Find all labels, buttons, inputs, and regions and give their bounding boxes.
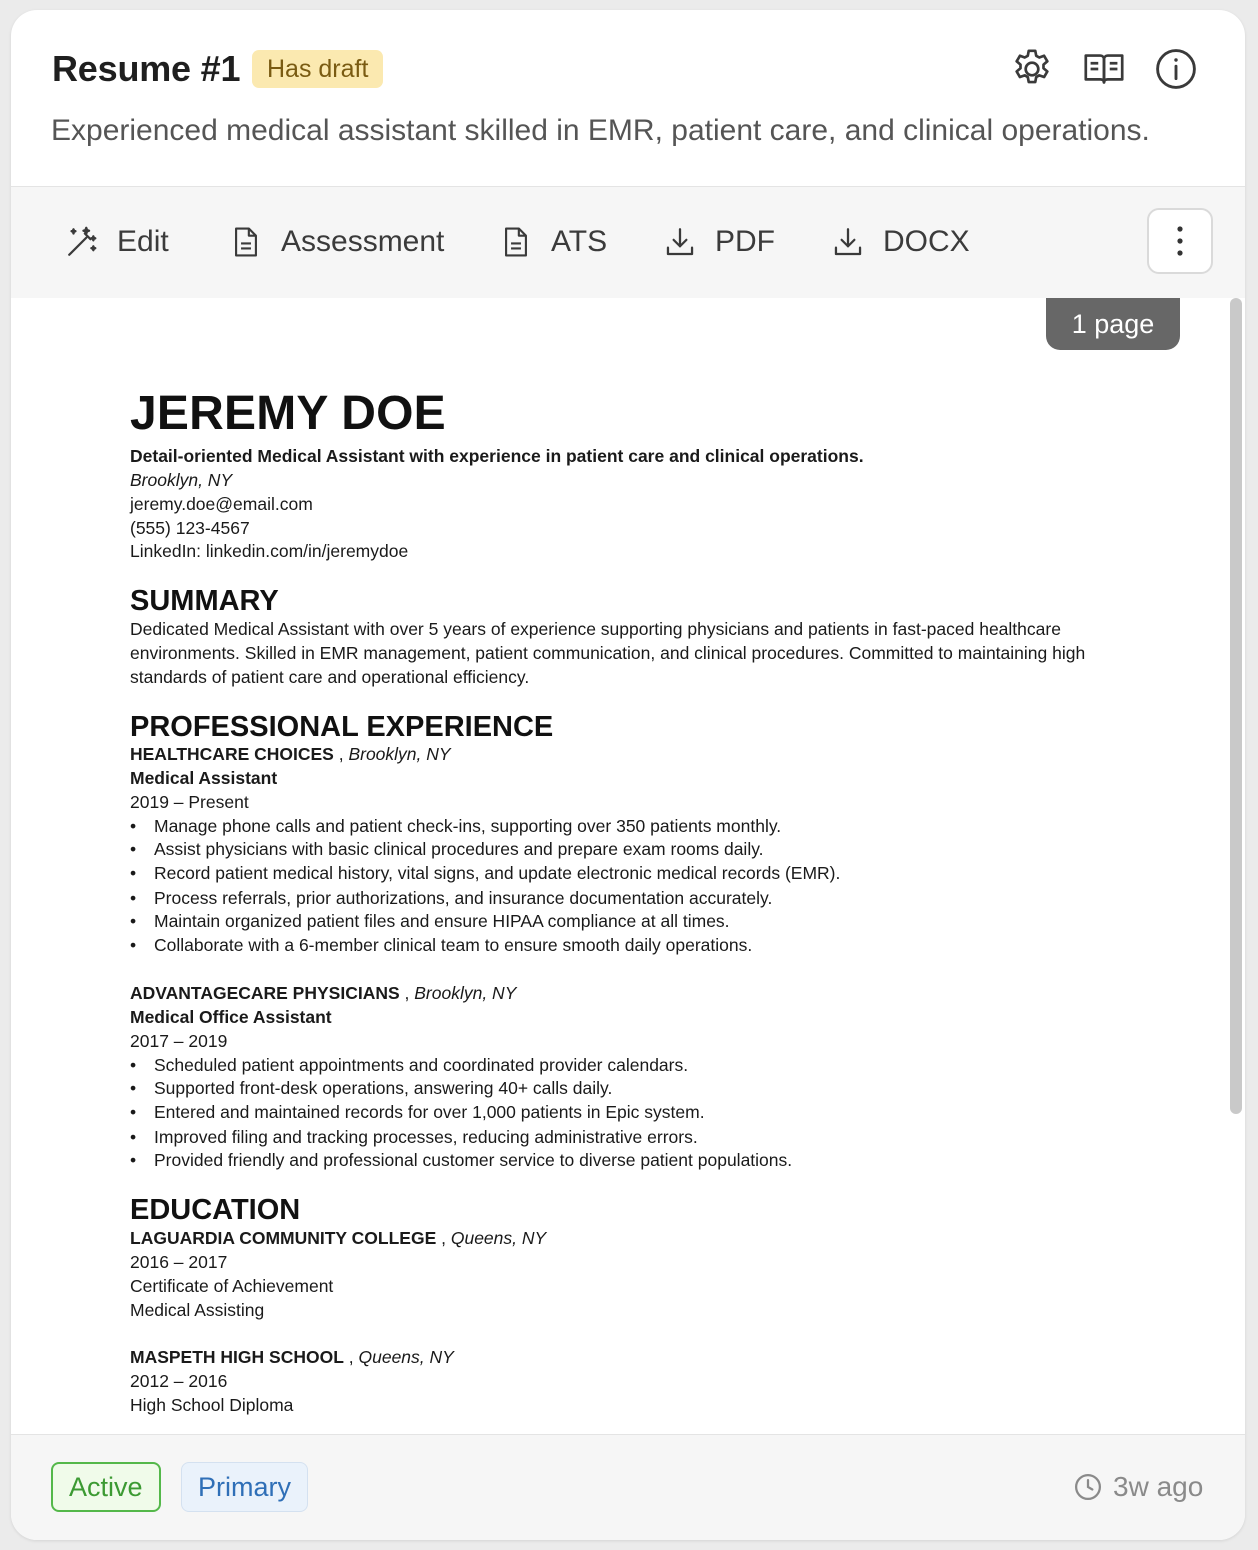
card-header — [11, 10, 1245, 186]
draft-badge: Has draft — [252, 50, 383, 88]
more-options-button[interactable] — [1147, 208, 1213, 274]
updated-label: 3w ago — [1113, 1471, 1204, 1502]
job-dates: 2017 – 2019 — [130, 1031, 228, 1051]
resume-description: Experienced medical assistant skilled in EMR, patient care, and clinical operations. — [51, 114, 1150, 147]
school-detail: Medical Assisting — [130, 1300, 265, 1320]
school-detail: Certificate of Achievement — [130, 1276, 334, 1296]
primary-tag[interactable]: Primary — [181, 1462, 308, 1512]
resume-card — [11, 10, 1245, 1540]
school-line: LAGUARDIA COMMUNITY COLLEGE , Queens, NY — [130, 1228, 547, 1248]
candidate-name: JEREMY DOE — [130, 387, 446, 440]
last-updated — [1073, 1471, 1203, 1503]
document-icon — [229, 225, 263, 259]
book-open-icon[interactable] — [1081, 46, 1127, 92]
document-icon — [499, 225, 533, 259]
candidate-linkedin: LinkedIn: linkedin.com/in/jeremydoe — [130, 541, 409, 561]
gear-icon[interactable] — [1009, 46, 1055, 92]
candidate-phone: (555) 123-4567 — [130, 518, 250, 538]
edit-button[interactable] — [65, 219, 169, 265]
docx-download-button[interactable] — [831, 219, 970, 265]
status-badge-active[interactable]: Active — [51, 1462, 161, 1512]
job-title: Medical Office Assistant — [130, 1007, 332, 1027]
preview-scrollbar[interactable] — [1230, 298, 1242, 1114]
school-detail: High School Diploma — [130, 1395, 294, 1415]
assessment-button[interactable] — [229, 219, 444, 265]
school-location: Queens, NY — [450, 1228, 547, 1248]
download-icon — [663, 225, 697, 259]
school-name: LAGUARDIA COMMUNITY COLLEGE — [130, 1228, 437, 1248]
download-icon — [831, 225, 865, 259]
job-company: ADVANTAGECARE PHYSICIANS — [130, 983, 400, 1003]
school-dates: 2012 – 2016 — [130, 1371, 228, 1391]
info-icon[interactable] — [1153, 46, 1199, 92]
edit-label: Edit — [117, 225, 169, 258]
candidate-location: Brooklyn, NY — [130, 470, 233, 490]
school-line: MASPETH HIGH SCHOOL , Queens, NY — [130, 1347, 454, 1367]
summary-line: standards of patient care and operational efficiency. — [130, 667, 530, 687]
education-heading: EDUCATION — [130, 1194, 301, 1226]
school-location: Queens, NY — [358, 1347, 454, 1367]
job-company: HEALTHCARE CHOICES — [130, 744, 334, 764]
pdf-label: PDF — [715, 225, 775, 258]
card-footer — [11, 1434, 1245, 1540]
job-company-line: HEALTHCARE CHOICES , Brooklyn, NY — [130, 744, 451, 764]
magic-wand-icon — [65, 225, 99, 259]
docx-label: DOCX — [883, 225, 970, 258]
experience-heading: PROFESSIONAL EXPERIENCE — [130, 711, 554, 743]
clock-icon — [1073, 1472, 1103, 1502]
job-title: Medical Assistant — [130, 768, 278, 788]
resume-preview[interactable]: 1 page JEREMY DOE Detail-oriented Medical Assistant with experience in patient care and clinical operations. Brooklyn, NY jeremy.doe@email.com (555) 123-4567 LinkedIn: linkedin.com/in/jeremydoe SUMMARY Dedicated Medical Assistant with over 5 years of experience supporting physicians and patients in fast-paced healthcare environments. Skilled in EMR management, patient communication, and clinical procedures. Committed to maintaining high standards of patient care and operational efficiency. PROFESSIONAL EXPERIENCE HEALTHCARE CHOICES , Brooklyn, NY Medical Assistant 2019 – Present • Manage phone calls and patient check-ins, supporting over 350 patients monthly. • Assist physicians with basic clinical procedures and prepare exam rooms daily. • Record patient medical history, vital signs, and update electronic medical records (EMR). • Process referrals, prior authorizations, and insurance documentation accurately. • Maintain organized patient files and ensure HIPAA compliance at all times. • Collaborate with a 6-member clinical team to ensure smooth daily operations. ADVANTAGECARE PHYSICIANS , Brooklyn, NY Medical Office Assistant 2017 – 2019 • Scheduled patient appointments and coordinated provider calendars. • Supported front-desk operations, answering 40+ calls daily. • Entered and maintained records for over 1,000 patients in Epic system. • Improved filing and tracking processes, reducing administrative errors. • Provided friendly and professional customer service to diverse patient populations. EDUCATION LAGUARDIA COMMUNITY COLLEGE , Queens, NY 2016 – 2017 Certificate of Achievement Medical Assisting MASPETH HIGH SCHOOL , Queens, NY 2012 – 2016 High School Diploma — [11, 298, 1245, 1434]
resume-title: Resume #1 — [52, 48, 241, 89]
action-toolbar — [11, 186, 1245, 299]
school-name: MASPETH HIGH SCHOOL — [130, 1347, 344, 1367]
summary-line: Dedicated Medical Assistant with over 5 years of experience supporting physicians and patients in fast-paced healthcare — [130, 619, 1061, 639]
candidate-email: jeremy.doe@email.com — [130, 494, 313, 514]
page-count-badge: 1 page — [1046, 298, 1180, 350]
ats-button[interactable] — [499, 219, 607, 265]
more-vertical-icon — [1176, 224, 1184, 258]
job-location: Brooklyn, NY — [348, 744, 451, 764]
school-dates: 2016 – 2017 — [130, 1252, 228, 1272]
summary-heading: SUMMARY — [130, 585, 279, 617]
candidate-tagline: Detail-oriented Medical Assistant with experience in patient care and clinical operations. — [130, 446, 864, 466]
summary-line: environments. Skilled in EMR management, patient communication, and clinical procedures. Committed to maintaining high — [130, 643, 1086, 663]
job-location: Brooklyn, NY — [414, 983, 517, 1003]
assessment-label: Assessment — [281, 225, 445, 258]
ats-label: ATS — [551, 225, 608, 258]
job-dates: 2019 – Present — [130, 792, 249, 812]
job-company-line: ADVANTAGECARE PHYSICIANS , Brooklyn, NY — [130, 983, 517, 1003]
pdf-download-button[interactable] — [663, 219, 775, 265]
